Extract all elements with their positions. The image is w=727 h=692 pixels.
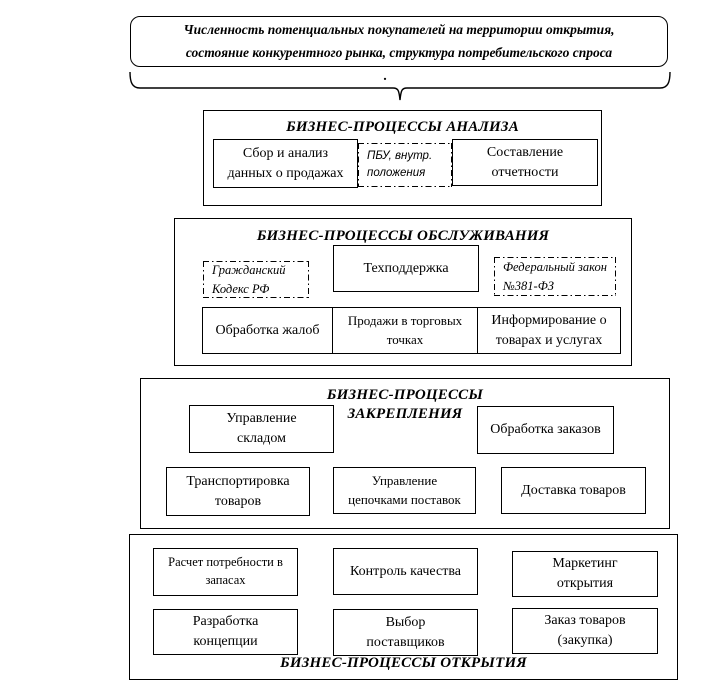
box-label: Обработка жалоб xyxy=(215,322,320,338)
box-label: Федеральный закон xyxy=(503,259,607,274)
box-label: ПБУ, внутр. xyxy=(367,149,433,162)
section-opening-title: БИЗНЕС-ПРОЦЕССЫ ОТКРЫТИЯ xyxy=(280,655,527,672)
box-label: Техподдержка xyxy=(363,260,449,276)
box-label: Обработка заказов xyxy=(490,422,601,438)
box-label: складом xyxy=(237,431,286,446)
process-box-transportation xyxy=(166,467,310,516)
process-box-supplier-selection xyxy=(333,609,478,656)
section-service xyxy=(174,218,632,366)
process-box-reporting xyxy=(452,139,598,186)
process-box-stock-need xyxy=(153,548,298,596)
process-box-order-processing xyxy=(477,406,614,454)
box-label: данных о продажах xyxy=(227,165,344,181)
box-label: концепции xyxy=(193,634,258,649)
box-label: Управление xyxy=(371,473,438,489)
process-box-warehouse xyxy=(189,405,334,453)
section-analysis xyxy=(203,110,602,206)
box-label: отчетности xyxy=(491,164,559,180)
note-line-1: Численность потенциальных покупателей на территории открытия, xyxy=(183,22,615,38)
box-label: Выбор xyxy=(385,614,426,630)
box-label: товаров xyxy=(214,493,262,509)
box-label: Транспортировка xyxy=(186,473,290,489)
box-label: поставщиков xyxy=(366,634,445,650)
process-box-data-collection xyxy=(213,139,358,188)
box-label: Расчет потребности в xyxy=(168,555,283,570)
process-box-delivery xyxy=(501,467,646,514)
box-label: Доставка товаров xyxy=(521,482,626,498)
box-label: Информирование о xyxy=(491,312,607,328)
process-box-retail-sales xyxy=(332,307,478,354)
box-label: Заказ товаров xyxy=(544,613,626,629)
note-line-2: состояние конкурентного рынка, структура потребительского спроса xyxy=(185,44,613,60)
separator-dot: . xyxy=(383,69,387,84)
process-box-complaints xyxy=(202,307,333,354)
box-label: Контроль качества xyxy=(350,563,461,579)
process-box-concept-development xyxy=(153,609,298,655)
process-box-quality-control xyxy=(333,548,478,595)
box-label: запасах xyxy=(205,573,246,587)
box-label: №381-ФЗ xyxy=(503,278,554,293)
regulation-box-civil-code xyxy=(203,261,309,298)
section-service-title: БИЗНЕС-ПРОЦЕССЫ ОБСЛУЖИВАНИЯ xyxy=(256,228,550,244)
box-label: Сбор и анализ xyxy=(242,145,329,161)
market-factors-note xyxy=(130,16,668,67)
regulation-box-pbu xyxy=(358,143,452,187)
box-label: положения xyxy=(367,167,426,179)
box-label: Продажи в торговых xyxy=(347,313,463,329)
box-label: Составление xyxy=(486,144,564,160)
box-label: открытия xyxy=(556,576,614,591)
box-label: Кодекс РФ xyxy=(212,281,270,296)
box-label: цепочками поставок xyxy=(348,491,461,507)
box-label: товарах и услугах xyxy=(495,332,603,348)
regulation-box-federal-law xyxy=(494,257,616,296)
box-label: точках xyxy=(386,331,424,347)
process-box-opening-marketing xyxy=(512,551,658,597)
box-label: Маркетинг xyxy=(552,556,618,572)
process-box-supply-chain xyxy=(333,467,476,514)
process-box-goods-order xyxy=(512,608,658,654)
title-line: ЗАКРЕПЛЕНИЯ xyxy=(347,405,463,422)
section-analysis-title: БИЗНЕС-ПРОЦЕССЫ АНАЛИЗА xyxy=(286,119,519,135)
process-box-tech-support xyxy=(333,245,479,292)
box-label: (закупка) xyxy=(557,633,613,648)
box-label: Управление xyxy=(226,411,297,427)
box-label: Гражданский xyxy=(212,262,286,277)
curly-brace-icon xyxy=(127,69,673,104)
section-consolidation xyxy=(140,378,670,529)
section-opening xyxy=(129,534,678,680)
title-line: БИЗНЕС-ПРОЦЕССЫ xyxy=(326,387,484,403)
box-label: Разработка xyxy=(192,614,259,630)
process-box-goods-info xyxy=(477,307,621,354)
